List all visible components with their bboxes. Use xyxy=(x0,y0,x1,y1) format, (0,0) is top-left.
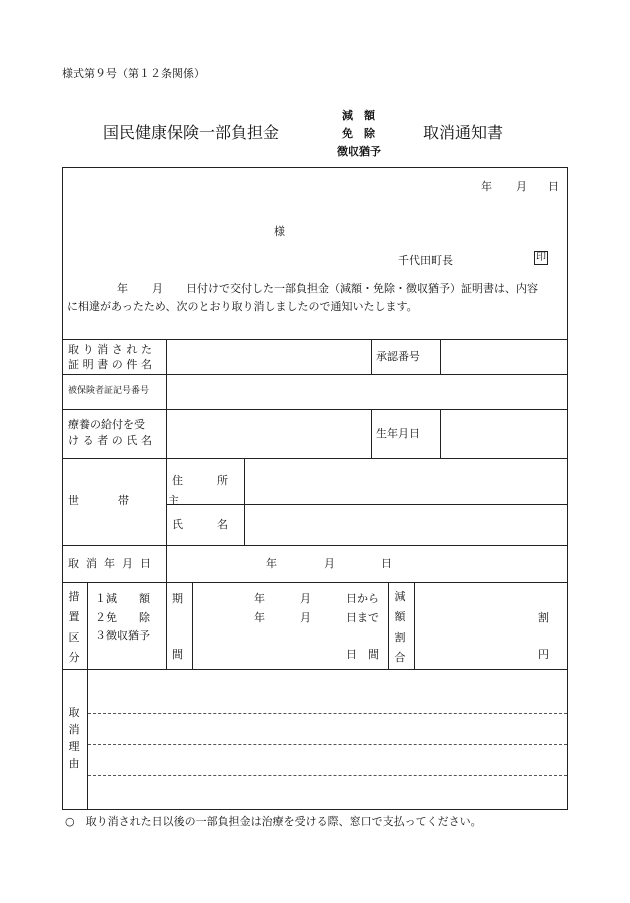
cancel-date-year: 年 xyxy=(266,557,277,570)
period-to-month: 月 xyxy=(300,611,311,624)
period-label-top: 期 xyxy=(172,592,183,605)
title-option-exemption: 免 除 xyxy=(342,127,375,140)
reason-label-char: 由 xyxy=(68,757,80,770)
date-year: 年 xyxy=(481,180,492,193)
line xyxy=(414,582,415,669)
measure-label-char: 措 xyxy=(68,590,80,603)
seal-mark: 印 xyxy=(536,252,546,263)
reduction-label-char: 減 xyxy=(394,590,406,603)
insured-number-label: 被保険者証記号番号 xyxy=(68,386,150,396)
line xyxy=(62,409,568,410)
form-reference: 様式第９号（第１２条関係） xyxy=(62,67,205,80)
title-right: 取消通知書 xyxy=(423,123,504,142)
cancel-date-label: 取消年月日 xyxy=(68,557,158,570)
line xyxy=(371,339,372,374)
seal-box xyxy=(534,251,548,265)
measure-label-char: 置 xyxy=(68,610,80,624)
title-left: 国民健康保険一部負担金 xyxy=(103,123,280,142)
reason-line xyxy=(88,744,567,745)
measure-label-char: 分 xyxy=(68,650,80,664)
reduction-rate-label xyxy=(394,591,406,663)
birthdate-label: 生年月日 xyxy=(376,427,420,440)
period-to-suffix: 日まで xyxy=(346,611,379,624)
line xyxy=(62,374,568,375)
reason-label-char: 理 xyxy=(68,740,80,753)
line xyxy=(166,409,167,458)
cancel-reason-label xyxy=(68,707,80,769)
line xyxy=(166,582,167,669)
reason-label-char: 取 xyxy=(68,706,80,719)
line xyxy=(62,458,568,459)
cancelled-cert-label-1: 取り消された xyxy=(68,343,156,356)
recipient-label-1: 療養の給付を受 xyxy=(68,418,145,431)
reason-label-char: 消 xyxy=(68,723,80,736)
line xyxy=(166,545,167,582)
line xyxy=(244,458,245,545)
reason-line xyxy=(88,713,567,714)
line xyxy=(388,582,389,669)
line xyxy=(166,374,167,409)
notice-year: 年 xyxy=(117,282,128,295)
date-month: 月 xyxy=(516,180,527,193)
measure-option-exemption: ２免 除 xyxy=(95,611,150,624)
title-option-deferment: 徴収猶予 xyxy=(337,145,381,158)
notice-month: 月 xyxy=(152,282,163,295)
line xyxy=(371,409,372,458)
measure-label-char: 区 xyxy=(68,630,80,644)
line xyxy=(62,582,568,583)
issuer-name: 千代田町長 xyxy=(398,254,453,267)
period-from-month: 月 xyxy=(300,592,311,605)
period-label-bottom: 間 xyxy=(172,648,183,661)
period-to-year: 年 xyxy=(254,611,265,624)
line xyxy=(166,339,167,374)
line xyxy=(192,582,193,669)
line xyxy=(440,339,441,374)
measure-category-label xyxy=(68,591,80,663)
line xyxy=(62,545,568,546)
address-label: 住 所 xyxy=(172,474,232,487)
cancel-date-day: 日 xyxy=(381,557,392,570)
title-option-reduction: 減 額 xyxy=(342,109,375,122)
footnote: ○ 取り消された日以後の一部負担金は治療を受ける際、窓口で支払ってください。 xyxy=(65,815,482,828)
recipient-label-2: ける者の氏名 xyxy=(68,434,156,447)
approval-number-label: 承認番号 xyxy=(376,350,420,363)
name-label: 氏 名 xyxy=(172,518,232,531)
period-from-year: 年 xyxy=(254,592,265,605)
measure-option-deferment: ３徴収猶予 xyxy=(95,629,150,642)
cancel-date-month: 月 xyxy=(324,557,335,570)
date-day: 日 xyxy=(548,180,559,193)
period-from-suffix: 日から xyxy=(346,592,379,605)
line xyxy=(62,669,568,670)
line xyxy=(62,339,568,340)
reduction-label-char: 合 xyxy=(394,650,406,664)
amount-unit-en: 円 xyxy=(538,648,549,661)
householder-label: 世 帯 主 xyxy=(68,494,193,507)
rate-unit-wari: 割 xyxy=(538,611,549,624)
line xyxy=(440,409,441,458)
addressee-sama: 様 xyxy=(274,225,285,238)
cancelled-cert-label-2: 証明書の件名 xyxy=(68,358,156,371)
reduction-label-char: 額 xyxy=(394,610,406,624)
notice-line-2: に相違があったため、次のとおり取り消しましたので通知いたします。 xyxy=(67,300,418,313)
reason-line xyxy=(88,775,567,776)
period-days: 日 間 xyxy=(346,648,379,661)
measure-option-reduction: １減 額 xyxy=(95,592,150,605)
line xyxy=(166,504,568,505)
reduction-label-char: 割 xyxy=(394,630,406,644)
notice-line-1: 日付けで交付した一部負担金（減額・免除・徴収猶予）証明書は、内容 xyxy=(186,282,538,295)
